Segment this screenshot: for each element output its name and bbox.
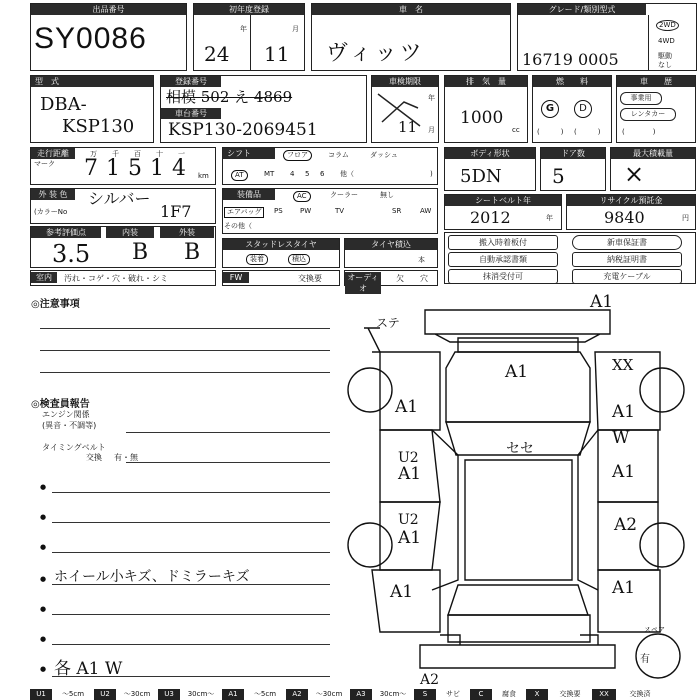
grade-label: グレード/類別型式 bbox=[518, 4, 646, 15]
legend-code: XX bbox=[592, 689, 616, 700]
equip-none: 無し bbox=[380, 191, 394, 199]
doors-value: 5 bbox=[552, 164, 565, 188]
doc-auto-approve: 自動承認書類 bbox=[448, 252, 558, 267]
studless-mounted: 装着 bbox=[246, 254, 268, 265]
bullet: ● bbox=[40, 513, 47, 521]
first-reg-divider bbox=[250, 15, 251, 71]
notes-line bbox=[52, 614, 330, 615]
legend-desc: サビ bbox=[446, 690, 460, 698]
front-bumper-outline bbox=[425, 310, 610, 342]
damage-right-front: A1 bbox=[612, 402, 636, 422]
mileage-unit-10: 十 bbox=[156, 150, 163, 158]
shift-dash: ダッシュ bbox=[370, 151, 398, 159]
reg-label: 登録番号 bbox=[161, 76, 221, 87]
inspection-year-label: 年 bbox=[428, 94, 435, 102]
notes-line bbox=[52, 492, 330, 493]
history-label: 車 歴 bbox=[617, 76, 695, 87]
first-reg-year-label: 年 bbox=[240, 25, 247, 33]
mileage-digit: 4 bbox=[172, 156, 186, 181]
damage-left-door-u2: U2 bbox=[398, 450, 419, 466]
drive-4wd: 4WD bbox=[658, 37, 675, 45]
rear-right-wheel bbox=[640, 523, 684, 567]
capacity-value: × bbox=[624, 160, 645, 188]
caution-line bbox=[40, 372, 330, 373]
roof bbox=[465, 460, 572, 580]
notes-line bbox=[52, 644, 330, 645]
color-value: シルバー bbox=[88, 189, 151, 208]
legend-desc: ～5cm bbox=[253, 690, 277, 698]
damage-left-quarter: A1 bbox=[390, 582, 414, 602]
legend-code: X bbox=[526, 689, 548, 700]
left-fender bbox=[372, 352, 440, 430]
damage-left-rear-a1: A1 bbox=[398, 528, 422, 548]
mileage-label: 走行距離 bbox=[31, 148, 75, 159]
trunk bbox=[448, 615, 590, 642]
mileage-unit-10k: 万 bbox=[90, 150, 97, 158]
damage-rear-bumper: A2 bbox=[420, 672, 440, 688]
spare-value: 有 bbox=[640, 654, 650, 665]
legend-desc: 30cm～ bbox=[187, 690, 215, 698]
recycle-unit: 円 bbox=[682, 214, 689, 222]
legend-desc: 腐食 bbox=[502, 690, 516, 698]
inspection-cross-out bbox=[374, 88, 426, 130]
model-label: 型 式 bbox=[31, 76, 153, 87]
damage-left-fender: A1 bbox=[395, 397, 419, 417]
shift-column: コラム bbox=[328, 151, 349, 159]
car-name: ヴィッツ bbox=[326, 41, 425, 66]
spare-label: スペア bbox=[644, 626, 665, 634]
trans-other-close: ) bbox=[430, 170, 433, 178]
chassis-value: KSP130-2069451 bbox=[168, 120, 318, 140]
rear-left-wheel bbox=[348, 523, 392, 567]
remark-1: ホイール小キズ、ドミラーキズ bbox=[54, 569, 250, 585]
equip-ps: PS bbox=[274, 207, 283, 215]
first-reg-month-label: 月 bbox=[292, 25, 299, 33]
inspection-label: 車検期限 bbox=[372, 76, 438, 87]
notes-line bbox=[126, 462, 330, 463]
seatbelt-year-unit: 年 bbox=[546, 214, 553, 222]
legend-code: A1 bbox=[222, 689, 244, 700]
equip-pw: PW bbox=[300, 207, 312, 215]
history-rental: レンタカー bbox=[620, 108, 676, 121]
doc-cable: 充電ケーブル bbox=[572, 269, 682, 284]
damage-front-left-label: ステ bbox=[376, 316, 400, 330]
notes-line bbox=[52, 584, 330, 585]
engine-sub: (異音・不調等) bbox=[42, 421, 97, 430]
caution-title: ◎注意事項 bbox=[31, 299, 80, 310]
rear-bumper bbox=[420, 635, 615, 668]
body-label: ボディ形状 bbox=[445, 148, 535, 159]
audio-hole: 穴 bbox=[420, 274, 428, 283]
damage-right-fender: XX bbox=[612, 356, 634, 374]
mileage-unit-1: 一 bbox=[178, 150, 185, 158]
inspection-month-label: 月 bbox=[428, 126, 435, 134]
damage-roof: セセ bbox=[506, 441, 534, 457]
exterior-value: B bbox=[184, 240, 201, 265]
legend-desc: 交換済 bbox=[629, 690, 651, 698]
color-no: 1F7 bbox=[160, 202, 192, 221]
model-line1: DBA- bbox=[40, 94, 87, 115]
lot-number: SY0086 bbox=[34, 22, 147, 55]
capacity-label: 最大積載量 bbox=[611, 148, 695, 159]
notes-line bbox=[52, 522, 330, 523]
fuel-parens-right: ( ) bbox=[574, 128, 601, 136]
bullet: ● bbox=[40, 605, 47, 613]
legend-desc: ～30cm bbox=[315, 690, 343, 698]
trans-at: AT bbox=[231, 170, 248, 181]
interior-label: 内装 bbox=[106, 227, 154, 238]
engine-line bbox=[126, 432, 330, 433]
legend-code: A3 bbox=[350, 689, 372, 700]
mileage-digit: 7 bbox=[84, 156, 98, 181]
equip-cooler: クーラー bbox=[330, 191, 358, 199]
fuel-diesel-option: D bbox=[574, 100, 592, 118]
recycle-value: 9840 bbox=[604, 208, 645, 227]
bullet: ● bbox=[40, 483, 47, 491]
hood-inner bbox=[458, 338, 578, 352]
bullet: ● bbox=[40, 543, 47, 551]
drive-none: 駆動なし bbox=[658, 52, 672, 69]
mileage-digit: 1 bbox=[106, 156, 120, 181]
legend-code: U1 bbox=[30, 689, 52, 700]
equip-sr: SR bbox=[392, 207, 402, 215]
tire-label: タイヤ積込 bbox=[345, 239, 437, 250]
mirror-left bbox=[364, 328, 380, 352]
timing-options: 有・無 bbox=[114, 453, 138, 462]
legend-desc: 30cm～ bbox=[379, 690, 407, 698]
studless-loaded: 積込 bbox=[288, 254, 310, 265]
damage-right-door-a1: A1 bbox=[612, 462, 636, 482]
car-name-label: 車 名 bbox=[312, 4, 510, 15]
mileage-digits bbox=[80, 150, 194, 184]
color-label: 外 装 色 bbox=[31, 189, 75, 200]
color-no-label: (カラーNo bbox=[34, 208, 68, 216]
legend-code: U3 bbox=[158, 689, 180, 700]
damage-hood: A1 bbox=[505, 362, 529, 382]
shift-floor: フロア bbox=[283, 150, 312, 161]
interior-value: B bbox=[132, 240, 149, 265]
equip-ac: AC bbox=[293, 191, 311, 202]
bullet: ● bbox=[40, 575, 47, 583]
drive-2wd: 2WD bbox=[656, 20, 679, 31]
trans-4: 4 bbox=[290, 170, 295, 178]
grade-code: 16719 0005 bbox=[522, 50, 619, 69]
damage-left-door-a1: A1 bbox=[398, 464, 422, 484]
damage-right-rear: A2 bbox=[614, 515, 638, 535]
mileage-mark: マーク bbox=[34, 160, 55, 168]
first-reg-month: 11 bbox=[264, 42, 290, 66]
mileage-unit-100: 百 bbox=[134, 150, 141, 158]
displacement-unit: cc bbox=[512, 126, 520, 134]
model-line2: KSP130 bbox=[62, 116, 135, 137]
left-pillar bbox=[432, 430, 458, 590]
inspector-title: ◎検査員報告 bbox=[31, 399, 90, 410]
legend-code: A2 bbox=[286, 689, 308, 700]
mileage-digit: 1 bbox=[150, 156, 164, 181]
damage-left-rear-u2: U2 bbox=[398, 512, 419, 528]
body-value: 5DN bbox=[460, 166, 502, 187]
bullet: ● bbox=[40, 665, 47, 673]
legend-desc: ～30cm bbox=[123, 690, 151, 698]
score-label: 参考評価点 bbox=[31, 227, 101, 238]
remark-2: 各 A1 W bbox=[54, 659, 123, 679]
chassis-label: 車台番号 bbox=[161, 108, 221, 119]
audio-missing: 欠 bbox=[396, 274, 404, 283]
doors-label: ドア数 bbox=[541, 148, 605, 159]
doc-warranty: 新車保証書 bbox=[572, 235, 682, 250]
displacement-label: 排 気 量 bbox=[445, 76, 527, 87]
doc-cancel: 抹消受付可 bbox=[448, 269, 558, 284]
equip-aw: AW bbox=[420, 207, 432, 215]
recycle-label: リサイクル預託金 bbox=[567, 195, 695, 206]
doc-carry-in: 搬入時着板付 bbox=[448, 235, 558, 250]
studless-label: スタッドレスタイヤ bbox=[223, 239, 339, 250]
fw-text: 交換要 bbox=[298, 274, 322, 283]
damage-right-door-w: W bbox=[612, 428, 630, 448]
damage-right-quarter: A1 bbox=[612, 578, 636, 598]
equip-other: その他（ bbox=[224, 222, 252, 230]
seatbelt-year: 2012 bbox=[470, 208, 511, 227]
audio-label: オーディオ bbox=[345, 272, 381, 294]
engine-label: エンジン関係 bbox=[42, 410, 90, 419]
timing-swap: 交換 bbox=[86, 453, 102, 462]
damage-front-bumper: A1 bbox=[590, 292, 614, 312]
first-reg-label: 初年度登録 bbox=[194, 4, 304, 15]
mileage-unit-1k: 千 bbox=[112, 150, 119, 158]
rear-glass bbox=[448, 585, 588, 615]
fuel-gas-option: G bbox=[541, 100, 559, 118]
displacement-value: 1000 bbox=[460, 108, 504, 128]
caution-line bbox=[40, 350, 330, 351]
front-left-wheel bbox=[348, 368, 392, 412]
history-business: 事業用 bbox=[620, 92, 662, 105]
trans-other: 他（ bbox=[340, 170, 354, 178]
first-reg-year: 24 bbox=[204, 42, 230, 66]
legend-desc: 交換要 bbox=[559, 690, 581, 698]
mileage-digit: 5 bbox=[128, 156, 142, 181]
lot-label: 出品番号 bbox=[31, 4, 186, 15]
mileage-km: km bbox=[198, 172, 209, 180]
caution-line bbox=[40, 328, 330, 329]
trans-6: 6 bbox=[320, 170, 325, 178]
notes-line bbox=[52, 676, 330, 677]
legend-code: C bbox=[470, 689, 492, 700]
equip-tv: TV bbox=[335, 207, 345, 215]
exterior-label: 外装 bbox=[160, 227, 214, 238]
fuel-parens-left: ( ) bbox=[537, 128, 564, 136]
legend-code: S bbox=[414, 689, 436, 700]
notes-line bbox=[52, 552, 330, 553]
room-text: 汚れ・コゲ・穴・破れ・シミ bbox=[64, 274, 168, 283]
history-parens: ( ) bbox=[622, 128, 656, 136]
score-value: 3.5 bbox=[52, 240, 91, 268]
doc-tax: 納税証明書 bbox=[572, 252, 682, 267]
front-right-wheel bbox=[640, 368, 684, 412]
seatbelt-label: シートベルト年 bbox=[445, 195, 561, 206]
equip-airbag: エアバッグ bbox=[224, 207, 264, 218]
shift-label: シフト bbox=[223, 148, 275, 159]
legend-code: U2 bbox=[94, 689, 116, 700]
right-rear-door bbox=[598, 502, 658, 570]
legend-desc: ～5cm bbox=[61, 690, 85, 698]
inspection-month: 11 bbox=[398, 118, 418, 136]
fuel-label: 燃 料 bbox=[533, 76, 611, 87]
reg-value: 相模 502 え 4869 bbox=[166, 88, 293, 106]
bullet: ● bbox=[40, 635, 47, 643]
trans-mt: MT bbox=[264, 170, 275, 178]
room-label: 室内 bbox=[31, 272, 57, 283]
tire-unit: 本 bbox=[418, 256, 425, 264]
trans-5: 5 bbox=[305, 170, 310, 178]
timing-label: タイミングベルト bbox=[42, 443, 106, 452]
equip-label: 装備品 bbox=[223, 189, 275, 200]
fw-label: FW bbox=[223, 272, 249, 283]
